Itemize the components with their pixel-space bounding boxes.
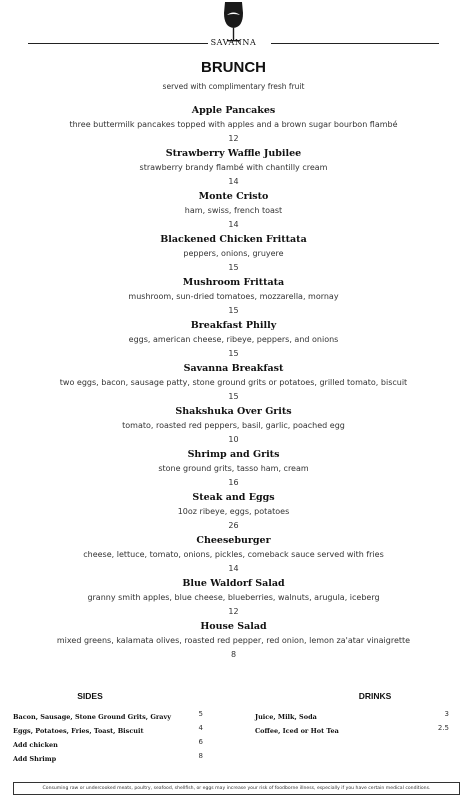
- list-item: [13, 749, 203, 763]
- drinks-heading: DRINKS: [358, 691, 392, 701]
- list-item: [13, 735, 203, 749]
- menu-item-name: Apple Pancakes: [191, 105, 276, 116]
- menu-item-name: Blue Waldorf Salad: [182, 578, 285, 589]
- menu-item-description: strawberry brandy flambé with chantilly cream: [139, 163, 328, 172]
- menu-item-name: Blackened Chicken Frittata: [160, 234, 307, 245]
- side-item-price: 6: [198, 738, 203, 746]
- menu-item-name: Breakfast Philly: [190, 320, 277, 331]
- menu-item: [0, 448, 467, 491]
- menu-item: [0, 233, 467, 276]
- list-item: [13, 721, 203, 735]
- menu-item-price: 15: [228, 263, 239, 272]
- menu-item: [0, 190, 467, 233]
- page-title: BRUNCH: [201, 59, 266, 76]
- side-item-name: Add chicken: [13, 741, 58, 749]
- menu-item-description: cheese, lettuce, tomato, onions, pickles, comeback sauce served with fries: [83, 550, 384, 559]
- brand-name: SAVANNA: [210, 38, 257, 47]
- brand-logo: [0, 0, 467, 56]
- list-item: [13, 707, 203, 721]
- side-item-name: Eggs, Potatoes, Fries, Toast, Biscuit: [13, 727, 144, 735]
- drink-item-name: Coffee, Iced or Hot Tea: [255, 727, 339, 735]
- menu-item-description: three buttermilk pancakes topped with apples and a brown sugar bourbon flambé: [69, 120, 398, 129]
- menu-item-price: 15: [228, 306, 239, 315]
- drink-item-name: Juice, Milk, Soda: [255, 713, 317, 721]
- menu-item-price: 12: [228, 134, 239, 143]
- side-item-price: 5: [198, 710, 203, 718]
- menu-item-price: 14: [228, 177, 239, 186]
- menu-item-description: eggs, american cheese, ribeye, peppers, and onions: [128, 335, 339, 344]
- page-subtitle: served with complimentary fresh fruit: [162, 82, 305, 91]
- menu-item-name: Shrimp and Grits: [187, 449, 280, 460]
- menu-item-description: ham, swiss, french toast: [184, 206, 283, 215]
- menu-item-price: 26: [228, 521, 239, 530]
- menu-item-description: 10oz ribeye, eggs, potatoes: [177, 507, 290, 516]
- menu-item-name: Shakshuka Over Grits: [175, 406, 292, 417]
- food-safety-disclaimer: Consuming raw or undercooked meats, poultry, seafood, shellfish, or eggs may increase your risk of foodborne illness, especially if you have certain medical conditions.: [13, 782, 460, 795]
- list-item: [255, 721, 449, 735]
- menu-item-price: 10: [228, 435, 239, 444]
- drink-item-price: 2.5: [437, 724, 449, 732]
- side-item-name: Add Shrimp: [13, 755, 57, 763]
- side-item-price: 4: [198, 724, 203, 732]
- menu-item-price: 12: [228, 607, 239, 616]
- menu-item-price: 14: [228, 564, 239, 573]
- menu-item-description: peppers, onions, gruyere: [183, 249, 284, 258]
- menu-item-name: Monte Cristo: [198, 191, 269, 202]
- menu-item-price: 15: [228, 349, 239, 358]
- menu-item-name: Strawberry Waffle Jubilee: [165, 148, 302, 159]
- menu-item-price: 8: [230, 650, 237, 659]
- menu-item-description: mixed greens, kalamata olives, roasted red pepper, red onion, lemon za'atar vinaigrette: [56, 636, 411, 645]
- menu-item-price: 14: [228, 220, 239, 229]
- menu-item: [0, 577, 467, 620]
- drinks-list: [255, 707, 449, 735]
- menu-item-description: stone ground grits, tasso ham, cream: [158, 464, 309, 473]
- sides-heading: SIDES: [77, 691, 103, 701]
- menu-item-description: two eggs, bacon, sausage patty, stone ground grits or potatoes, grilled tomato, biscuit: [59, 378, 408, 387]
- menu-item: [0, 620, 467, 663]
- menu-item-price: 16: [228, 478, 239, 487]
- menu-item: [0, 147, 467, 190]
- menu-item-name: House Salad: [200, 621, 267, 632]
- menu-item-description: mushroom, sun-dried tomatoes, mozzarella, mornay: [128, 292, 339, 301]
- menu-items-list: [0, 104, 467, 663]
- menu-item: [0, 362, 467, 405]
- list-item: [255, 707, 449, 721]
- menu-item: [0, 319, 467, 362]
- menu-item: [0, 276, 467, 319]
- menu-item-description: tomato, roasted red peppers, basil, garlic, poached egg: [122, 421, 345, 430]
- menu-item: [0, 491, 467, 534]
- menu-item: [0, 534, 467, 577]
- drink-item-price: 3: [444, 710, 449, 718]
- header-rule-left: [28, 43, 208, 44]
- menu-item: [0, 405, 467, 448]
- side-item-name: Bacon, Sausage, Stone Ground Grits, Gravy: [13, 713, 172, 721]
- menu-item-name: Savanna Breakfast: [183, 363, 284, 374]
- menu-item-description: granny smith apples, blue cheese, blueberries, walnuts, arugula, iceberg: [87, 593, 380, 602]
- menu-item-name: Mushroom Frittata: [182, 277, 285, 288]
- menu-item-name: Cheeseburger: [196, 535, 271, 546]
- menu-item-name: Steak and Eggs: [192, 492, 275, 503]
- side-item-price: 8: [198, 752, 203, 760]
- menu-item-price: 15: [228, 392, 239, 401]
- header-rule-right: [271, 43, 439, 44]
- sides-list: [13, 707, 203, 763]
- menu-item: [0, 104, 467, 147]
